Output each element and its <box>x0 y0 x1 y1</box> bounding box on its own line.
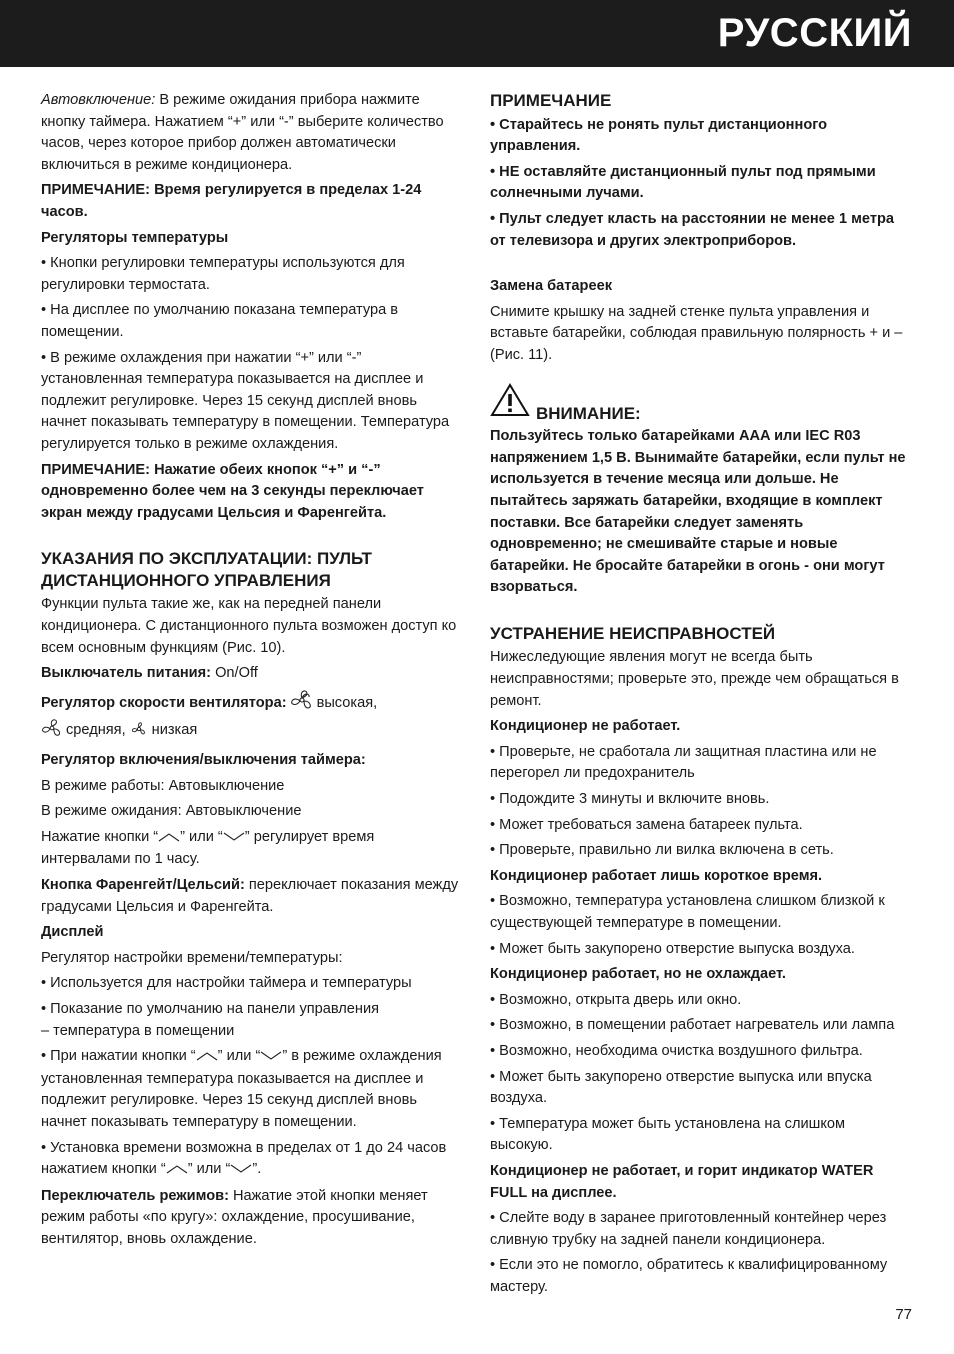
display-item-3: • Показание по умолчанию на панели управления – температура в помещении <box>41 1000 380 1039</box>
timer-item-3: Нажатие кнопки “ ” или “ ” регулирует время интервалами по 1 часу. <box>41 828 375 868</box>
page-number: 77 <box>895 1306 912 1323</box>
note-item-2: • НЕ оставляйте дистанционный пульт под прямыми солнечными лучами. <box>490 163 876 202</box>
battery-text: Снимите крышку на задней стенке пульта управления и вставьте батарейки, соблюдая правильную полярность + и – (Рис. 11). <box>490 303 903 363</box>
temp-item-1: • Кнопки регулировки температуры используются для регулировки термостата. <box>41 255 405 293</box>
note-timer-range: ПРИМЕЧАНИЕ: Время регулируется в пределах 1-24 часов. <box>41 182 422 220</box>
remote-intro: Функции пульта такие же, как на передней панели кондиционера. С дистанционного пульта возможен доступ ко всем основным функциям (Рис. 10). <box>41 596 457 656</box>
display-item-2: • Используется для настройки таймера и температуры <box>41 975 412 992</box>
fahrenheit-button: Кнопка Фаренгейт/Цельсий: переключает показания между градусами Цельсия и Фаренгейта. <box>41 877 459 915</box>
timer-item-2: В режиме ожидания: Автовыключение <box>41 803 302 820</box>
issue-1-heading: Кондиционер не работает. <box>490 718 681 735</box>
issue-1-item: • Проверьте, не сработала ли защитная пластина или не перегорел ли предохранитель <box>490 743 877 782</box>
fan-high-icon <box>290 689 314 719</box>
issue-3-item: • Возможно, необходима очистка воздушного фильтра. <box>490 1042 863 1059</box>
display-heading: Дисплей <box>41 924 104 941</box>
note-title: ПРИМЕЧАНИЕ <box>490 91 612 110</box>
timer-heading: Регулятор включения/выключения таймера: <box>41 752 366 769</box>
auto-on-paragraph: Автовключение: В режиме ожидания прибора нажмите кнопку таймера. Нажатием “+” или “-” выберите количество часов, через которое прибор должен автоматически включиться в режиме кондиционера. <box>41 92 444 173</box>
note-item-1: • Старайтесь не ронять пульт дистанционного управления. <box>490 116 828 155</box>
timer-item-1: В режиме работы: Автовыключение <box>41 777 285 794</box>
power-switch: Выключатель питания: On/Off <box>41 665 258 682</box>
issue-1-item: • Проверьте, правильно ли вилка включена в сеть. <box>490 842 834 859</box>
right-column <box>490 90 910 1303</box>
note-item-3: • Пульт следует класть на расстоянии не менее 1 метра от телевизора и других электроприборов. <box>490 210 895 249</box>
temp-item-3: • В режиме охлаждения при нажатии “+” или “-” установленная температура показывается на дисплее и подлежит регулировке. Через 15 секунд дисплей вновь начнет показывать температуру в помещении. Температура регулируется только в режиме охлаждения. <box>41 349 450 452</box>
issue-3-item: • Возможно, в помещении работает нагреватель или лампа <box>490 1017 895 1034</box>
left-column <box>41 90 466 1255</box>
warning-heading <box>490 383 910 425</box>
display-item-1: Регулятор настройки времени/температуры: <box>41 949 343 966</box>
page-header <box>0 0 954 67</box>
chevron-up-icon <box>166 1160 188 1182</box>
remote-section-title: УКАЗАНИЯ ПО ЭКСПЛУАТАЦИИ: ПУЛЬТ ДИСТАНЦИОННОГО УПРАВЛЕНИЯ <box>41 549 372 590</box>
issue-1-item: • Может требоваться замена батареек пульта. <box>490 816 803 833</box>
troubleshooting-title: УСТРАНЕНИЕ НЕИСПРАВНОСТЕЙ <box>490 623 776 643</box>
chevron-down-icon <box>223 828 245 850</box>
issue-3-item: • Температура может быть установлена на слишком высокую. <box>490 1115 846 1154</box>
chevron-up-icon <box>196 1047 218 1069</box>
issue-1-item: • Подождите 3 минуты и включите вновь. <box>490 791 770 808</box>
chevron-up-icon <box>158 828 180 850</box>
chevron-down-icon <box>230 1160 252 1182</box>
display-item-5: • Установка времени возможна в пределах от 1 до 24 часов нажатием кнопки “ ” или “ ”. <box>41 1138 466 1182</box>
issue-2-heading: Кондиционер работает лишь короткое время. <box>490 867 823 884</box>
display-item-4: • При нажатии кнопки “ ” или “ ” в режиме охлаждения установленная температура показывается на дисплее и подлежит регулировке. Через 15 секунд дисплей вновь начнет показывать температуру в помещении. <box>41 1048 442 1130</box>
issue-2-item: • Может быть закупорено отверстие выпуска воздуха. <box>490 940 855 957</box>
troubleshooting-intro: Нижеследующие явления могут не всегда быть неисправностями; проверьте это, прежде чем обращаться в ремонт. <box>490 649 899 709</box>
issue-3-item: • Возможно, открыта дверь или окно. <box>490 991 742 1008</box>
issue-3-item: • Может быть закупорено отверстие выпуска или впуска воздуха. <box>490 1068 872 1107</box>
issue-4-item: • Если это не помогло, обратитесь к квалифицированному мастеру. <box>490 1257 888 1295</box>
issue-4-heading: Кондиционер не работает, и горит индикатор WATER FULL на дисплее. <box>490 1162 874 1201</box>
warning-title: ВНИМАНИЕ: <box>536 403 641 423</box>
fan-speed: Регулятор скорости вентилятора: высокая, средняя, низкая <box>41 689 466 746</box>
issue-2-item: • Возможно, температура установлена слишком близкой к существующей температуре в помещении. <box>490 893 885 931</box>
issue-4-item: • Слейте воду в заранее приготовленный контейнер через сливную трубку на задней панели кондиционера. <box>490 1210 887 1248</box>
note-celsius-fahrenheit: ПРИМЕЧАНИЕ: Нажатие обеих кнопок “+” и “-” одновременно более чем на 3 секунды переключает экран между градусами Цельсия и Фаренгейта. <box>41 461 424 521</box>
warning-triangle-icon <box>490 383 530 425</box>
language-title: РУССКИЙ <box>717 11 912 55</box>
mode-switch: Переключатель режимов: Нажатие этой кнопки меняет режим работы «по кругу»: охлаждение, просушивание, вентилятор, вновь охлаждение. <box>41 1187 428 1247</box>
temp-controls-heading: Регуляторы температуры <box>41 229 229 246</box>
chevron-down-icon <box>260 1047 282 1069</box>
warning-text: Пользуйтесь только батарейками AAA или IEC R03 напряжением 1,5 В. Вынимайте батарейки, если пульт не используется в течение месяца или дольше. Не пытайтесь заряжать батарейки, входящие в комплект поставки. Все батарейки следует заменять одновременно; не смешивайте старые и новые батарейки. Не бросайте батарейки в огонь - они могут взорваться. <box>490 428 906 596</box>
issue-3-heading: Кондиционер работает, но не охлаждает. <box>490 966 786 983</box>
fan-low-icon <box>129 720 149 746</box>
fan-mid-icon <box>41 718 63 746</box>
temp-item-2: • На дисплее по умолчанию показана температура в помещении. <box>41 302 399 340</box>
battery-heading: Замена батареек <box>490 278 613 295</box>
